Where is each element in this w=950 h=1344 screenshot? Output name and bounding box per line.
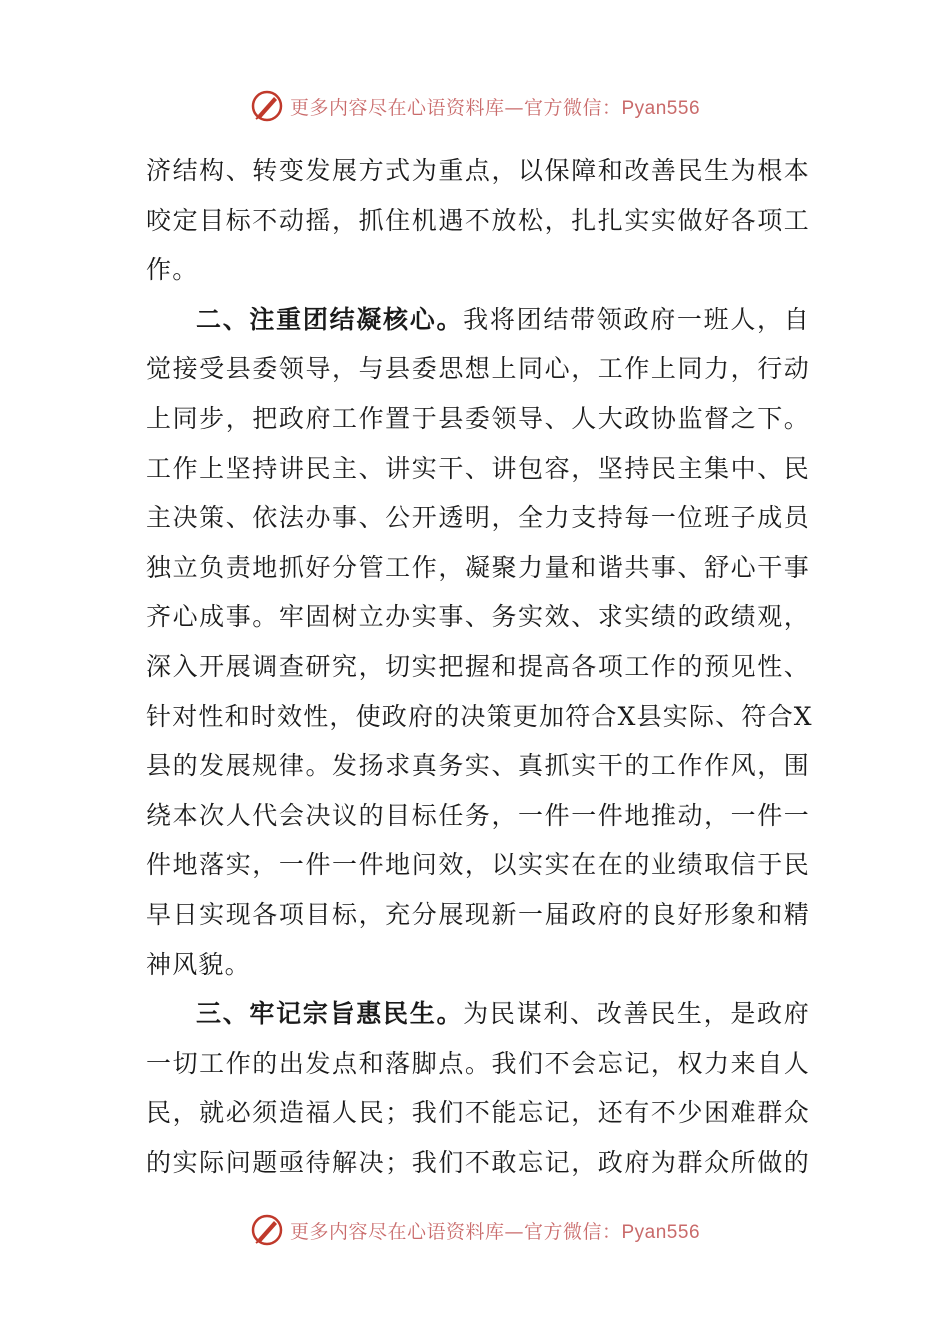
text-line: 神风貌。 bbox=[146, 949, 251, 979]
text-line: 齐心成事。牢固树立办实事、务实效、求实绩的政绩观， bbox=[146, 602, 810, 632]
pen-seal-icon bbox=[250, 89, 284, 123]
text-span: 我将团结带领政府一班人，自 bbox=[463, 304, 810, 334]
text-line: 绕本次人代会决议的目标任务，一件一件地推动，一件一 bbox=[146, 800, 810, 830]
pen-seal-icon bbox=[250, 1213, 284, 1247]
text-line: 一切工作的出发点和落脚点。我们不会忘记，权力来自人 bbox=[146, 1048, 810, 1078]
text-line: 针对性和时效性，使政府的决策更加符合X县实际、符合X bbox=[146, 701, 813, 731]
watermark-text: 更多内容尽在心语资料库—官方微信：Pyan556 bbox=[289, 1220, 701, 1243]
watermark-text: 更多内容尽在心语资料库—官方微信：Pyan556 bbox=[289, 96, 701, 119]
text-line: 深入开展调查研究，切实把握和提高各项工作的预见性、 bbox=[146, 651, 810, 681]
text-line: 作。 bbox=[146, 255, 199, 285]
text-line: 觉接受县委领导，与县委思想上同心，工作上同力，行动 bbox=[146, 354, 810, 384]
text-line: 上同步，把政府工作置于县委领导、人大政协监督之下。 bbox=[146, 403, 810, 433]
text-line: 的实际问题亟待解决；我们不敢忘记，政府为群众所做的 bbox=[146, 1147, 810, 1177]
text-line: 济结构、转变发展方式为重点，以保障和改善民生为根本 bbox=[146, 156, 810, 185]
text-line: 独立负责地抓好分管工作，凝聚力量和谐共事、舒心干事 bbox=[146, 552, 810, 582]
section-heading: 二、注重团结凝核心。 bbox=[196, 304, 464, 334]
section-heading-line bbox=[146, 989, 810, 1039]
text-line: 工作上坚持讲民主、讲实干、讲包容，坚持民主集中、民 bbox=[146, 453, 810, 483]
text-line: 主决策、依法办事、公开透明，全力支持每一位班子成员 bbox=[146, 503, 810, 533]
section-heading: 三、牢记宗旨惠民生。 bbox=[196, 999, 464, 1029]
text-line: 民，就必须造福人民；我们不能忘记，还有不少困难群众 bbox=[146, 1098, 810, 1128]
watermark-wechat-id: Pyan556 bbox=[621, 1221, 701, 1243]
text-line: 早日实现各项目标，充分展现新一届政府的良好形象和精 bbox=[146, 899, 810, 929]
footer-watermark bbox=[0, 1210, 950, 1250]
document-body bbox=[146, 146, 813, 1187]
text-line: 县的发展规律。发扬求真务实、真抓实干的工作作风，围 bbox=[146, 751, 810, 781]
watermark-wechat-id: Pyan556 bbox=[621, 97, 701, 119]
text-span: 为民谋利、改善民生，是政府 bbox=[463, 999, 810, 1029]
header-watermark bbox=[0, 86, 950, 126]
text-line: 咬定目标不动摇，抓住机遇不放松，扎扎实实做好各项工 bbox=[146, 205, 810, 235]
text-line: 件地落实，一件一件地问效，以实实在在的业绩取信于民 bbox=[146, 850, 810, 880]
section-heading-line bbox=[146, 295, 810, 345]
